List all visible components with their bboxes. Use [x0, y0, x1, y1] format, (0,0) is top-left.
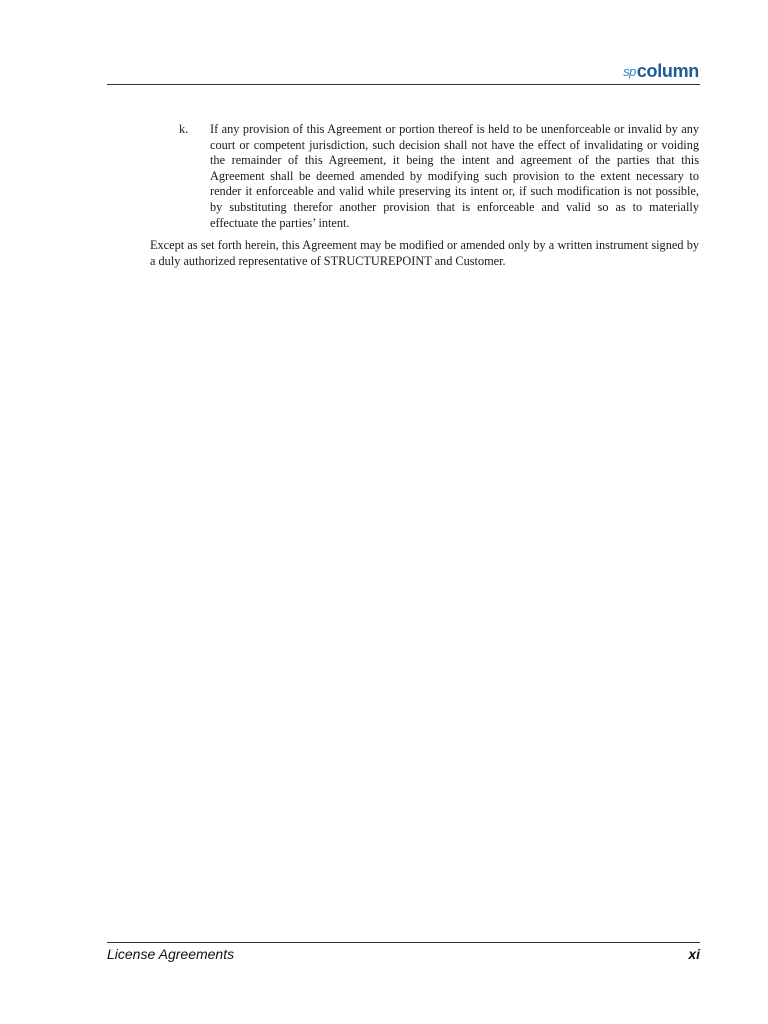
closing-paragraph: Except as set forth herein, this Agreement may be modified or amended only by a written instrument signed by a duly authorized representative of STRUCTUREPOINT and Customer.: [150, 238, 699, 268]
logo-prefix: sp: [623, 64, 636, 79]
footer-divider: [107, 942, 700, 943]
page-footer: [107, 946, 700, 962]
logo-main: column: [636, 61, 699, 81]
clause-k: [179, 122, 699, 231]
footer-section-title: License Agreements: [107, 946, 235, 962]
clause-marker: k.: [179, 122, 189, 136]
page-number: xi: [688, 946, 700, 962]
clause-text: If any provision of this Agreement or portion thereof is held to be unenforceable or invalid by any court or competent jurisdiction, such decision shall not have the effect of invalidating or voiding the remainder of this Agreement, it being the intent and agreement of the parties that this Agreement shall be deemed amended by modifying such provision to the extent necessary to render it enforceable and valid while preserving its intent or, if such modification is not possible, by substituting therefor another provision that is enforceable and valid so as to materially effectuate the parties’ intent.: [210, 122, 699, 230]
spcolumn-logo: [623, 62, 699, 80]
header-divider: [107, 84, 700, 85]
